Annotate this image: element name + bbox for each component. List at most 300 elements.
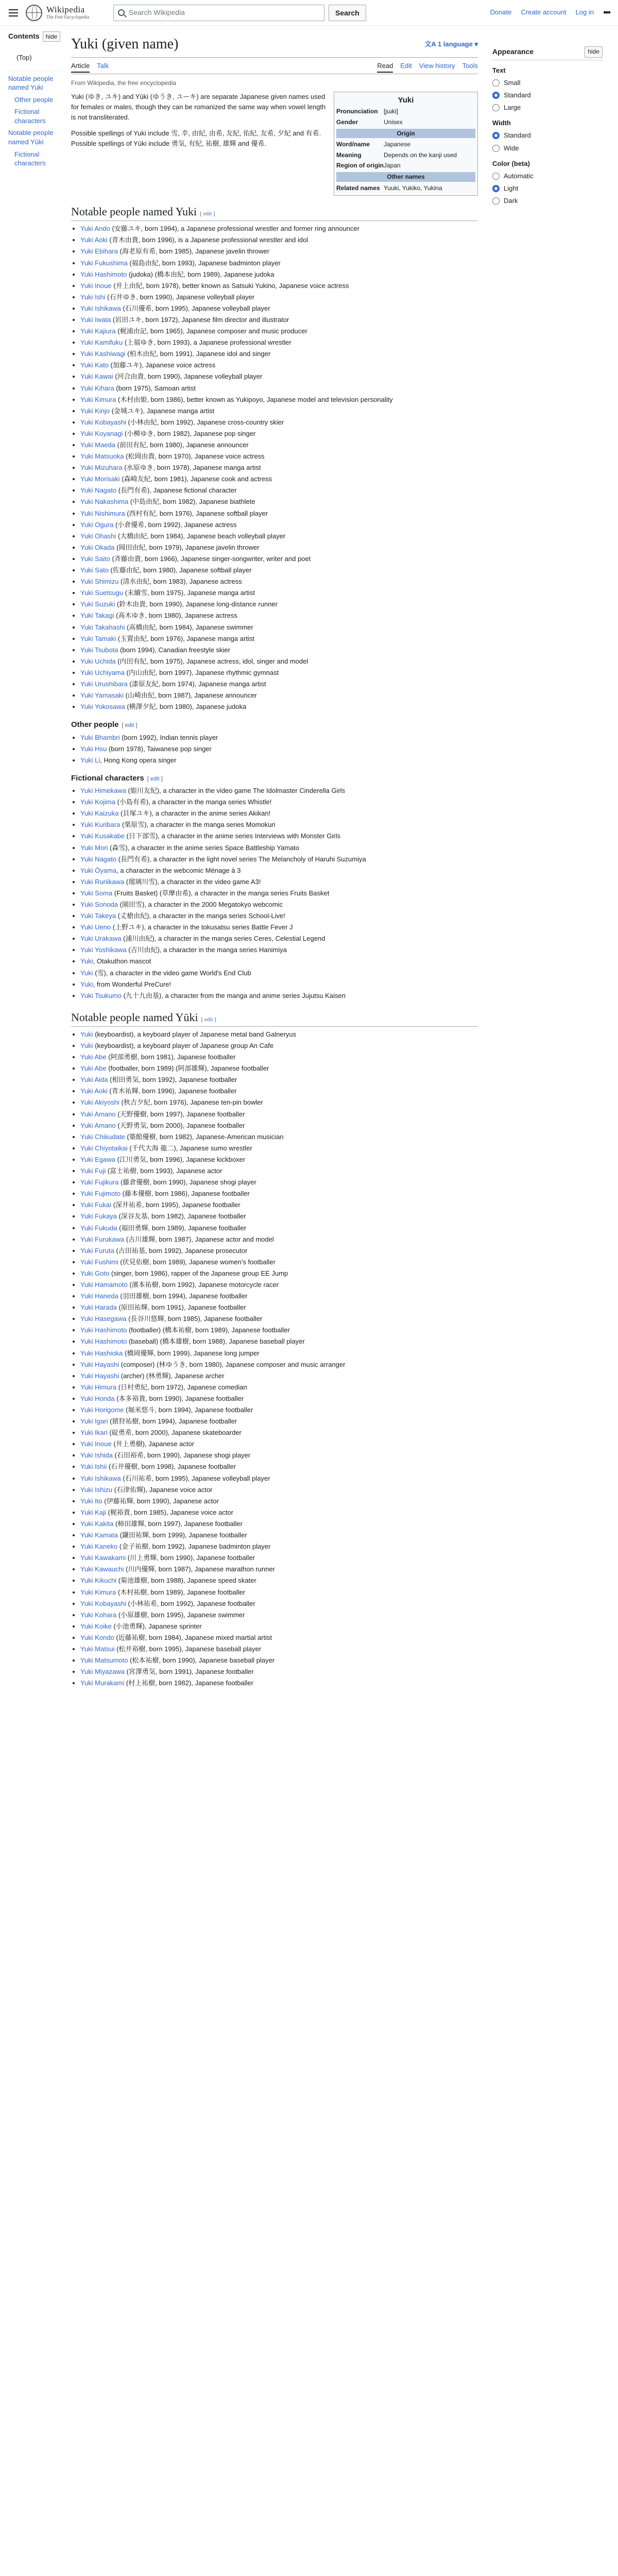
person-link[interactable]: Yuki Ishikawa — [80, 304, 121, 312]
edit-section-link[interactable]: [ edit ] — [201, 1016, 216, 1023]
person-link[interactable]: Yuki Fukushima — [80, 259, 128, 267]
person-link[interactable]: Yuki Takeya — [80, 912, 116, 920]
person-link[interactable]: Yuki Kashiwagi — [80, 350, 126, 358]
list-item: • Yuki Kawai (河合由貴, born 1990), Japanese volleyball player — [80, 371, 478, 382]
person-link[interactable]: Yuki Aida — [80, 1076, 108, 1084]
toc-item[interactable]: Notable people named Yūki — [8, 129, 54, 146]
radio-icon[interactable] — [492, 79, 500, 87]
radio-icon[interactable] — [492, 185, 500, 192]
more-icon[interactable]: ••• — [603, 7, 610, 18]
list-item: • Yuki Matsumoto (松本祐樹, born 1990), Japanese baseball player — [80, 1655, 478, 1666]
appearance-hide-button[interactable]: hide — [585, 46, 603, 58]
person-link[interactable]: Yuki Ito — [80, 1497, 102, 1505]
list-item: • Yuki Hayashi (composer) (林ゆうき, born 1980), Japanese composer and music arranger — [80, 1359, 478, 1370]
list-item: • Yuki Takahashi (高橋由紀, born 1984), Japanese swimmer — [80, 622, 478, 633]
person-link[interactable]: Yuki Takagi — [80, 612, 114, 620]
infobox-key: Region of origin — [336, 162, 384, 170]
list-item: • Yuki Fukai (深井祐希, born 1995), Japanese footballer — [80, 1199, 478, 1211]
list-item: • Yuki Ogura (小倉優希, born 1992), Japanese actress — [80, 519, 478, 531]
list-item: • Yuki Kinjo (金城ユキ), Japanese manga artist — [80, 405, 478, 417]
person-link[interactable]: Yuki Kondo — [80, 1633, 114, 1641]
tab-read[interactable]: Read — [377, 61, 393, 72]
person-link[interactable]: Yuki Himekawa — [80, 787, 126, 795]
list-item: • Yuki Maeda (前田有紀, born 1980), Japanese announcer — [80, 439, 478, 451]
list-item: • Yuki Fukushima (福島由紀, born 1993), Japanese badminton player — [80, 258, 478, 269]
list-item: • Yuki Kaneko (金子祐樹, born 1992), Japanese badminton player — [80, 1541, 478, 1552]
person-link[interactable]: Yuki Takahashi — [80, 623, 125, 631]
appearance-option-label: Light — [504, 184, 519, 192]
infobox-key: Gender — [336, 118, 358, 126]
person-link[interactable]: Yuki Fushimi — [80, 1258, 118, 1266]
list-item: • Yuki (keyboardist), a keyboard player of Japanese group An Cafe — [80, 1040, 478, 1052]
person-link[interactable]: Yuki Yokosawa — [80, 703, 125, 711]
person-link[interactable]: Yuki Chiyotaikai — [80, 1144, 128, 1152]
list-item: • Yuki Ueno (上野ユキ), a character in the tokusatsu series Battle Fever J — [80, 922, 478, 933]
list-item: • Yuki Kobayashi (小林由紀, born 1992), Japanese cross-country skier — [80, 417, 478, 428]
appearance-option[interactable] — [492, 90, 603, 100]
person-link[interactable]: Yuki Kobayashi — [80, 418, 126, 426]
person-link[interactable]: Yuki Hashimoto — [80, 1326, 127, 1334]
person-link[interactable]: Yuki Saito — [80, 554, 110, 563]
person-link[interactable]: Yuki Hashimoto — [80, 1337, 127, 1346]
list-item: • Yuki Abe (阿部勇樹, born 1981), Japanese footballer — [80, 1052, 478, 1063]
person-link[interactable]: Yuki Kimura — [80, 1588, 116, 1596]
search-input[interactable] — [113, 5, 324, 21]
person-link[interactable]: Yuki Himura — [80, 1383, 117, 1391]
person-link[interactable]: Yuki — [80, 957, 93, 965]
person-link[interactable]: Yuki Hsu — [80, 744, 107, 753]
person-link[interactable]: Yuki Kihara — [80, 384, 114, 392]
person-link[interactable]: Yuki Fuji — [80, 1167, 106, 1175]
person-link[interactable]: Yuki Haneda — [80, 1292, 118, 1300]
person-link[interactable]: Yuki Mori — [80, 843, 108, 852]
person-link[interactable]: Yuki Kobayashi — [80, 1599, 126, 1607]
person-link[interactable]: Yuki Kato — [80, 361, 109, 369]
list-item: • Yuki Yamasaki (山崎由紀, born 1987), Japanese announcer — [80, 690, 478, 701]
language-button[interactable]: 文A 1 language ▾ — [424, 40, 478, 48]
person-link[interactable]: Yuki Igari — [80, 1417, 108, 1426]
person-link[interactable]: Yuki Ohashi — [80, 532, 116, 540]
person-link[interactable]: Yuki Ishikawa — [80, 1474, 121, 1482]
edit-section-link[interactable]: [ edit ] — [200, 211, 215, 217]
list-item: • Yuki Shimizu (清水由紀, born 1983), Japanese actress — [80, 576, 478, 587]
list-item: • Yuki Kashiwagi (柏木由紀, born 1991), Japanese idol and singer — [80, 348, 478, 360]
list-item: • Yuki Hashimoto (baseball) (橋本雄樹, born 1988), Japanese baseball player — [80, 1336, 478, 1347]
search-icon — [118, 9, 125, 16]
personal-tools — [490, 6, 610, 20]
person-link[interactable]: Yuki Ishii — [80, 1463, 107, 1471]
person-link[interactable]: Yuki Uchiyama — [80, 668, 125, 676]
person-link[interactable]: Yuki Hashioka — [80, 1349, 123, 1357]
list-item: • Yuki, from Wonderful PreCure! — [80, 979, 478, 990]
list-item: • Yuki Ishii (石井優樹, born 1998), Japanese footballer — [80, 1461, 478, 1472]
list-item: • Yuki Hasegawa (長谷川悠輝, born 1985), Japanese footballer — [80, 1313, 478, 1325]
appearance-option-label: Standard — [504, 91, 531, 99]
list-item: • Yuki Akiyoshi (秋吉夕紀, born 1976), Japanese ten-pin bowler — [80, 1097, 478, 1108]
appearance-option[interactable] — [492, 171, 603, 181]
header-link[interactable]: Donate — [490, 8, 512, 16]
person-link[interactable]: Yuki Kakita — [80, 1519, 114, 1528]
person-link[interactable]: Yuki Inoue — [80, 281, 112, 290]
tagline: The Free Encyclopedia — [46, 14, 90, 20]
person-link[interactable]: Yuki Fujikura — [80, 1178, 119, 1187]
list-item: • Yuki Fukuda (福田勇輝, born 1989), Japanese footballer — [80, 1223, 478, 1234]
list-item: • Yuki Kamifuku (上福ゆき, born 1993), a Japanese professional wrestler — [80, 337, 478, 348]
tab-tools[interactable]: Tools — [462, 62, 478, 70]
infobox-origin-head: Origin — [336, 129, 475, 139]
table-of-contents — [0, 26, 67, 1689]
person-link[interactable]: Yuki Soma — [80, 889, 113, 897]
person-link[interactable]: Yuki Matsumoto — [80, 1656, 128, 1665]
person-link[interactable]: Yuki Harada — [80, 1303, 117, 1312]
person-link[interactable]: Yuki Amano — [80, 1110, 116, 1118]
appearance-group — [492, 65, 603, 113]
person-link[interactable]: Yuki Fukai — [80, 1201, 111, 1209]
person-link[interactable]: Yuki Goto — [80, 1269, 110, 1277]
list-item: • Yuki Abe (footballer, born 1989) (阿部雄輝), Japanese footballer — [80, 1063, 478, 1074]
list-item: • Yuki Kondo (近藤祐樹, born 1984), Japanese mixed martial artist — [80, 1632, 478, 1643]
appearance-option-label: Wide — [504, 144, 519, 152]
person-link[interactable]: Yuki Nagato — [80, 855, 117, 863]
list-item: • Yuki Aoki (青木由貴, born 1996), is a Japanese professional wrestler and idol — [80, 234, 478, 246]
list-item: • Yuki Morisaki (森崎友紀, born 1981), Japanese cook and actress — [80, 473, 478, 485]
person-link[interactable]: Yuki Nakashima — [80, 498, 129, 506]
person-link[interactable]: Yuki Suetsugu — [80, 589, 124, 597]
person-link[interactable]: Yuki Kawakami — [80, 1554, 126, 1562]
list-item: • Yuki Ōyama, a character in the webcomic Ménage à 3 — [80, 865, 478, 876]
person-link[interactable]: Yuki Matsuoka — [80, 452, 124, 461]
list-item: • Yuki Kajiura (梶浦由記, born 1965), Japanese composer and music producer — [80, 326, 478, 337]
person-link[interactable]: Yuki Hasegawa — [80, 1315, 127, 1323]
person-link[interactable]: Yuki Kaneko — [80, 1543, 118, 1551]
list-item: • Yuki Hashimoto (footballer) (橋本祐樹, born 1989), Japanese footballer — [80, 1325, 478, 1336]
person-link[interactable]: Yuki Hashimoto — [80, 270, 127, 278]
list-item: • Yuki Suzuki (鈴木由貴, born 1990), Japanese long-distance runner — [80, 599, 478, 610]
person-link[interactable]: Yuki Ando — [80, 225, 110, 233]
person-link[interactable]: Yuki Bhambri — [80, 733, 120, 741]
person-link[interactable]: Yuki Kaji — [80, 1508, 106, 1516]
site-sub: From Wikipedia, the free encyclopedia — [71, 79, 177, 87]
appearance-option[interactable] — [492, 183, 603, 194]
appearance-group — [492, 159, 603, 207]
list-item: • Yuki Kimura (木村祐樹, born 1989), Japanese footballer — [80, 1587, 478, 1598]
section-heading — [71, 203, 478, 221]
person-link[interactable]: Yuki Koike — [80, 1622, 112, 1630]
person-link[interactable]: Yuki — [80, 1042, 93, 1049]
appearance-option-label: Large — [504, 104, 521, 112]
person-link[interactable]: Yuki Shimizu — [80, 578, 119, 586]
person-link[interactable]: Yuki Urushibara — [80, 680, 128, 688]
section-title: Notable people named Yuki — [71, 205, 197, 218]
person-link[interactable]: Yuki Kajiura — [80, 327, 116, 335]
list-item: • Yuki Igari (猪狩祐樹, born 1994), Japanese footballer — [80, 1416, 478, 1427]
list-item: • Yuki Kimura (木村由姫, born 1986), better known as Yukipoyo, Japanese model and television personality — [80, 394, 478, 405]
list-item: • Yuki (雪), a character in the video game World's End Club — [80, 968, 478, 979]
list-item: • Yuki Fujikura (藤倉優樹, born 1990), Japanese shogi player — [80, 1177, 478, 1188]
list-item: • Yuki Kobayashi (小林祐希, born 1992), Japanese footballer — [80, 1598, 478, 1609]
person-link[interactable]: Yuki Sonoda — [80, 900, 118, 908]
person-link[interactable]: Yuki Yamasaki — [80, 691, 124, 700]
list-item: • Yuki Furukawa (古川雄輝, born 1987), Japanese actor and model — [80, 1234, 478, 1245]
list-item: • Yuki Himura (日村勇紀, born 1972), Japanese comedian — [80, 1382, 478, 1393]
list-item: • Yuki Kaizuka (貝塚ユキ), a character in the anime series Akikan! — [80, 808, 478, 819]
list-item: • Yuki Okada (岡田由紀, born 1979), Japanese javelin thrower — [80, 542, 478, 553]
section-title: Other people — [71, 720, 119, 730]
person-link[interactable]: Yuki Ebihara — [80, 247, 118, 256]
globe-icon — [26, 5, 42, 21]
person-link[interactable]: Yuki Kinjo — [80, 406, 110, 415]
appearance-option-label: Small — [504, 78, 521, 87]
list-item: • Yuki Kato (加藤ユキ), Japanese voice actress — [80, 360, 478, 371]
person-link[interactable]: Yuki Egawa — [80, 1155, 115, 1163]
person-link[interactable]: Yuki Miyazawa — [80, 1668, 125, 1676]
appearance-group-label: Color (beta) — [492, 159, 530, 167]
appearance-group-label: Width — [492, 119, 511, 127]
person-link[interactable]: Yuki Maeda — [80, 441, 115, 449]
list-item: • Yuki Goto (singer, born 1986), rapper of the Japanese group EE Jump — [80, 1268, 478, 1279]
person-link[interactable]: Yuki Matsui — [80, 1645, 115, 1653]
toc-item[interactable]: (Top) — [8, 45, 62, 71]
toc-item[interactable]: Other people — [14, 95, 54, 104]
toc-hide-button[interactable]: hide — [43, 31, 61, 42]
infobox-row — [336, 160, 475, 171]
list-item: • Yuki Matsui (松井裕樹, born 1995), Japanese baseball player — [80, 1643, 478, 1655]
list-item: • Yuki Ishi (石井ゆき, born 1990), Japanese volleyball player — [80, 292, 478, 303]
person-link[interactable]: Yuki Aoki — [80, 1087, 108, 1095]
list-item: • Yuki Suetsugu (末續雪, born 1975), Japanese manga artist — [80, 587, 478, 599]
name-list — [71, 1029, 478, 1689]
list-item: • Yuki Iwata (岩田ユキ, born 1972), Japanese film director and illustrator — [80, 314, 478, 326]
list-item: • Yuki Hashioka (橋岡優輝, born 1999), Japanese long jumper — [80, 1348, 478, 1359]
list-item: • Yuki Amano (天野優樹, born 1997), Japanese footballer — [80, 1109, 478, 1120]
toc-item[interactable]: Fictional characters — [14, 150, 46, 167]
person-link[interactable]: Yuki — [80, 969, 93, 977]
infobox-key: Word/name — [336, 141, 370, 148]
radio-icon[interactable] — [492, 145, 500, 152]
header-link[interactable]: Log in — [575, 8, 594, 16]
person-link[interactable]: Yuki Suzuki — [80, 600, 115, 608]
person-link[interactable]: Yuki Ueno — [80, 923, 111, 931]
person-link[interactable]: Yuki Fukuda — [80, 1224, 117, 1232]
list-item: • Yuki Sonoda (園田雪), a character in the 2000 Megatokyo webcomic — [80, 899, 478, 910]
edit-section-link[interactable]: [ edit ] — [147, 776, 163, 782]
person-link[interactable]: Yuki Akiyoshi — [80, 1098, 119, 1107]
article-content — [67, 26, 485, 1689]
list-item: • Yuki Aida (相田勇気, born 1992), Japanese footballer — [80, 1074, 478, 1086]
list-item: • Yuki Tsukumo (九十九由基), a character from the manga and anime series Jujutsu Kaisen — [80, 990, 478, 1002]
infobox-row — [336, 117, 475, 128]
list-item: • Yuki Chiyotaikai (千代大海 龍二), Japanese sumo wrestler — [80, 1143, 478, 1154]
person-link[interactable]: Yuki Li — [80, 756, 100, 764]
infobox-row — [336, 183, 475, 194]
header-link[interactable]: Create account — [521, 8, 566, 16]
list-item: • Yuki Amano (天野勇気, born 2000), Japanese footballer — [80, 1120, 478, 1131]
person-link[interactable]: Yuki Kaizuka — [80, 809, 119, 818]
person-link[interactable]: Yuki Ikari — [80, 1429, 108, 1437]
person-link[interactable]: Yuki Kawauchi — [80, 1565, 124, 1573]
list-item: • Yuki Kohara (小原雄樹, born 1995), Japanese swimmer — [80, 1609, 478, 1621]
tab-view-history[interactable]: View history — [419, 62, 455, 70]
person-link[interactable]: Yuki Tsubota — [80, 646, 118, 654]
list-item: • Yuki Sato (佐藤由紀, born 1980), Japanese softball player — [80, 565, 478, 576]
person-link[interactable]: Yuki Kamifuku — [80, 338, 123, 347]
person-link[interactable]: Yuki Kuribara — [80, 821, 121, 829]
person-link[interactable]: Yuki Okada — [80, 543, 115, 551]
list-item: • Yuki Kamata (鎌田祐輝, born 1999), Japanese footballer — [80, 1530, 478, 1541]
radio-icon[interactable] — [492, 197, 500, 205]
person-link[interactable]: Yuki Nishimura — [80, 509, 125, 517]
person-link[interactable]: Yuki Ruriikawa — [80, 877, 125, 886]
list-item: • Yuki Nakashima (中島由紀, born 1982), Japanese biathlete — [80, 496, 478, 507]
list-item: • Yuki Ebihara (海老原有希, born 1985), Japanese javelin thrower — [80, 246, 478, 257]
list-item: • Yuki Kuribara (栗原雪), a character in the manga series Momokuri — [80, 819, 478, 831]
infobox-row — [336, 150, 475, 161]
person-link[interactable]: Yuki Ishizu — [80, 1485, 113, 1494]
person-link[interactable]: Yuki Abe — [80, 1053, 107, 1061]
appearance-option[interactable] — [492, 130, 603, 141]
person-link[interactable]: Yuki Fukaya — [80, 1212, 117, 1221]
infobox-value: Japan — [384, 162, 401, 170]
person-link[interactable]: Yuki Aoki — [80, 236, 108, 244]
tab-talk[interactable]: Talk — [97, 62, 109, 70]
wordmark: Wikipedia — [46, 5, 85, 15]
edit-section-link[interactable]: [ edit ] — [122, 722, 138, 728]
list-item: • Yuki Chikudate (築館優樹, born 1982), Japanese-American musician — [80, 1131, 478, 1143]
person-link[interactable]: Yuki Chikudate — [80, 1132, 125, 1141]
list-item: • Yuki Furuta (古田祐基, born 1992), Japanese prosecutor — [80, 1245, 478, 1257]
person-link[interactable]: Yuki Tamaki — [80, 634, 116, 642]
list-item: • Yuki Saito (斉藤由貴, born 1966), Japanese singer-songwriter, writer and poet — [80, 553, 478, 565]
list-item: • Yuki Ando (安藤ユキ, born 1994), a Japanese professional wrestler and former ring announcer — [80, 223, 478, 234]
tab-article[interactable]: Article — [71, 61, 90, 72]
person-link[interactable]: Yuki Ogura — [80, 520, 114, 529]
person-link[interactable]: Yuki Amano — [80, 1121, 116, 1129]
appearance-option-label: Automatic — [504, 172, 534, 180]
list-item: • Yuki Ohashi (大橋由紀, born 1984), Japanese beach volleyball player — [80, 531, 478, 542]
page-title — [71, 33, 478, 58]
list-item: • Yuki Nagato (長門有希), a character in the light novel series The Melancholy of Haruhi Suzumiya — [80, 854, 478, 865]
person-link[interactable]: Yuki Iwata — [80, 315, 111, 324]
person-link[interactable]: Yuki Hayashi — [80, 1360, 119, 1368]
toc-title: Contents — [8, 32, 40, 40]
section-title: Notable people named Yūki — [71, 1010, 198, 1024]
toc-item[interactable]: Fictional characters — [14, 108, 46, 125]
list-item: • Yuki Murakami (村上祐樹, born 1982), Japanese footballer — [80, 1677, 478, 1689]
person-link[interactable]: Yuki Uchida — [80, 657, 116, 665]
person-link[interactable]: Yuki Ōyama — [80, 866, 117, 874]
tab-edit[interactable]: Edit — [400, 62, 412, 70]
list-item: • Yuki Aoki (青木祐輝, born 1996), Japanese footballer — [80, 1086, 478, 1097]
person-link[interactable]: Yuki Kusakabe — [80, 832, 125, 840]
person-link[interactable]: Yuki Koyanagi — [80, 429, 123, 437]
person-link[interactable]: Yuki Kojima — [80, 798, 115, 806]
radio-icon[interactable] — [492, 132, 500, 139]
person-link[interactable]: Yuki Urakawa — [80, 935, 122, 943]
person-link[interactable]: Yuki Murakami — [80, 1679, 125, 1687]
name-list — [71, 223, 478, 713]
page-tabs — [71, 60, 478, 74]
toc-item[interactable]: Notable people named Yuki — [8, 74, 54, 92]
radio-icon[interactable] — [492, 104, 500, 111]
list-item: • Yuki Himekawa (姫川友紀), a character in the video game The Idolmaster Cinderella Girls — [80, 785, 478, 796]
list-item: • Yuki Fuji (富士祐樹, born 1993), Japanese actor — [80, 1165, 478, 1177]
list-item: • Yuki Hashimoto (judoka) (橋本由紀, born 1989), Japanese judoka — [80, 269, 478, 280]
list-item: • Yuki Nishimura (西村有紀, born 1976), Japanese softball player — [80, 508, 478, 519]
list-item: • Yuki Nagato (長門有希), Japanese fictional character — [80, 485, 478, 496]
person-link[interactable]: Yuki — [80, 1030, 93, 1038]
list-item: • Yuki Harada (原田祐輝, born 1991), Japanese footballer — [80, 1302, 478, 1313]
appearance-option[interactable] — [492, 143, 603, 154]
person-link[interactable]: Yuki Tsukumo — [80, 991, 122, 999]
list-item: • Yuki (keyboardist), a keyboard player of Japanese metal band Galneryus — [80, 1029, 478, 1040]
search-placeholder: Search Wikipedia — [129, 8, 185, 16]
person-link[interactable]: Yuki Inoue — [80, 1440, 112, 1448]
search-button[interactable]: Search — [329, 5, 366, 21]
person-link[interactable]: Yuki Mizuhara — [80, 464, 123, 472]
person-link[interactable]: Yuki Ishi — [80, 293, 106, 301]
list-item: • Yuki Hsu (born 1978), Taiwanese pop singer — [80, 743, 478, 755]
person-link[interactable]: Yuki Abe — [80, 1064, 107, 1073]
person-link[interactable]: Yuki Kamata — [80, 1531, 118, 1539]
section-heading — [71, 772, 478, 784]
list-item: • Yuki Kawauchi (川内優輝, born 1987), Japanese marathon runner — [80, 1564, 478, 1575]
page-title-text: Yuki (given name) — [71, 36, 179, 52]
list-item: • Yuki Matsuoka (松岡由貴, born 1970), Japanese voice actress — [80, 451, 478, 462]
person-link[interactable]: Yuki Horigome — [80, 1406, 124, 1414]
person-link[interactable]: Yuki Furuta — [80, 1246, 114, 1255]
list-item: • Yuki Horigome (堀米悠斗, born 1994), Japanese footballer — [80, 1404, 478, 1416]
person-link[interactable]: Yuki Kohara — [80, 1611, 117, 1619]
wikipedia-logo[interactable] — [26, 5, 108, 21]
list-item: • Yuki Takeya (丈槍由紀), a character in the manga series School-Live! — [80, 910, 478, 922]
person-link[interactable]: Yuki Nagato — [80, 486, 117, 495]
radio-icon[interactable] — [492, 173, 500, 180]
person-link[interactable]: Yuki Morisaki — [80, 475, 120, 483]
lead-paragraph: Possible spellings of Yuki include 雪, 幸, 由紀, 由希, 友紀, 佑紀, 友希, 夕紀 and 有希. Possible spellings of Yūki include 勇気, 有紀, 祐樹, 雄輝 and 優希. — [71, 129, 321, 147]
section-title: Fictional characters — [71, 773, 144, 783]
person-link[interactable]: Yuki Kikuchi — [80, 1577, 117, 1585]
radio-icon[interactable] — [492, 92, 500, 99]
person-link[interactable]: Yuki Ishida — [80, 1451, 113, 1460]
person-link[interactable]: Yuki Sato — [80, 566, 109, 574]
person-link[interactable]: Yuki Furukawa — [80, 1235, 125, 1243]
appearance-option[interactable] — [492, 103, 603, 113]
list-item: • Yuki Ishikawa (石川祐希, born 1995), Japanese volleyball player — [80, 1473, 478, 1484]
list-item: • Yuki Hayashi (archer) (林勇輝), Japanese archer — [80, 1370, 478, 1382]
infobox-other-head: Other names — [336, 172, 475, 182]
person-link[interactable]: Yuki Kawai — [80, 372, 113, 381]
person-link[interactable]: Yuki Hamamoto — [80, 1280, 128, 1289]
list-item: • Yuki Uchida (内田有紀, born 1975), Japanese actress, idol, singer and model — [80, 656, 478, 667]
person-link[interactable]: Yuki — [80, 980, 93, 988]
list-item: • Yuki Ishikawa (石川優希, born 1995), Japanese volleyball player — [80, 303, 478, 314]
appearance-option[interactable] — [492, 78, 603, 88]
list-item: • Yuki Kikuchi (菊池雄樹, born 1988), Japanese speed skater — [80, 1575, 478, 1586]
person-link[interactable]: Yuki Honda — [80, 1394, 115, 1402]
person-link[interactable]: Yuki Fujimoto — [80, 1190, 121, 1198]
person-link[interactable]: Yuki Kimura — [80, 395, 116, 403]
top-bar — [0, 0, 618, 26]
appearance-option[interactable] — [492, 196, 603, 206]
infobox-key: Related names — [336, 184, 380, 192]
appearance-option-label: Dark — [504, 197, 518, 205]
person-link[interactable]: Yuki Hayashi — [80, 1371, 119, 1380]
list-item: • Yuki Hamamoto (濱本祐樹, born 1992), Japanese motorcycle racer — [80, 1279, 478, 1291]
main-menu-icon[interactable] — [8, 8, 19, 18]
list-item: • Yuki Inoue (井上由紀, born 1978), better known as Satsuki Yukino, Japanese voice actress — [80, 280, 478, 292]
person-link[interactable]: Yuki Yoshikawa — [80, 946, 127, 954]
list-item: • Yuki Miyazawa (宮澤勇気, born 1991), Japanese footballer — [80, 1666, 478, 1677]
